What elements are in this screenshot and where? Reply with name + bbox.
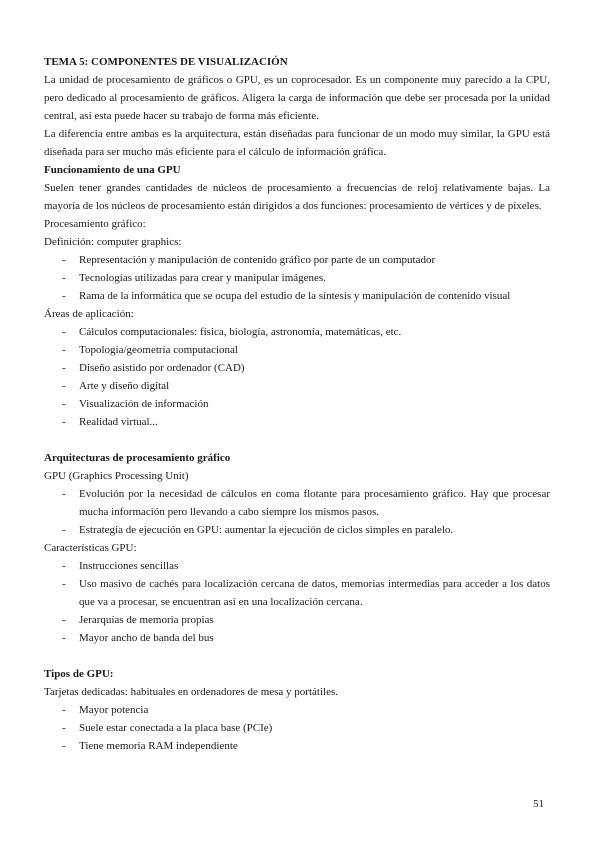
- areas-label: Áreas de aplicación:: [44, 308, 134, 320]
- list-item: - Uso masivo de cachés para localización cercana de datos, memorias intermedias para acceder a los datos que va a procesar, se encuentran así en una localización cercana.: [44, 575, 550, 611]
- intro-paragraph: La unidad de procesamiento de gráficos o GPU, es un coprocesador. Es un componente muy parecido a la CPU, pero dedicado al procesamiento de gráficos. Aligera la carga de información que debe ser procesada por la unidad central, así esta puede hacer su trabajo de forma más eficiente.: [44, 74, 550, 122]
- list-item: - Rama de la informática que se ocupa del estudio de la síntesis y manipulación de contenido visual: [44, 287, 550, 305]
- list-item: - Tiene memoria RAM independiente: [44, 737, 550, 755]
- list-item: - Tecnologías utilizadas para crear y manipular imágenes.: [44, 269, 550, 287]
- spacer: [44, 647, 550, 665]
- list-item: - Representación y manipulación de contenido gráfico por parte de un computador: [44, 251, 550, 269]
- document-page: [44, 53, 550, 755]
- list-item: - Instrucciones sencillas: [44, 557, 550, 575]
- section-heading-funcionamiento: Funcionamiento de una GPU: [44, 164, 181, 176]
- list-item: - Arte y diseño digital: [44, 377, 550, 395]
- gpu-list: [44, 485, 550, 539]
- procesamiento-label: Procesamiento gráfico:: [44, 218, 146, 230]
- list-item: - Diseño asistido por ordenador (CAD): [44, 359, 550, 377]
- list-item: - Cálculos computacionales: física, biología, astronomía, matemáticas, etc.: [44, 323, 550, 341]
- intro-paragraph: La diferencia entre ambas es la arquitectura, están diseñadas para funcionar de un modo muy similar, la GPU está diseñada para ser mucho más eficiente para el cálculo de información gráfica.: [44, 128, 550, 158]
- list-item: - Evolución por la necesidad de cálculos en coma flotante para procesamiento gráfico. Hay que procesar mucha información pero llevando a cabo siempre los mismos pasos.: [44, 485, 550, 521]
- definicion-label: Definición: computer graphics:: [44, 236, 182, 248]
- areas-list: [44, 323, 550, 431]
- list-item: - Suele estar conectada a la placa base (PCIe): [44, 719, 550, 737]
- dedicadas-label: Tarjetas dedicadas: habituales en ordenadores de mesa y portátiles.: [44, 686, 338, 698]
- funcionamiento-paragraph: Suelen tener grandes cantidades de núcleos de procesamiento a frecuencias de reloj relativamente bajas. La mayoría de los núcleos de procesamiento están dirigidos a dos funciones: procesamiento de vértices y de píxeles.: [44, 182, 550, 212]
- caracteristicas-label: Características GPU:: [44, 542, 137, 554]
- list-item: - Jerarquías de memoria propias: [44, 611, 550, 629]
- section-heading-tipos: Tipos de GPU:: [44, 668, 114, 680]
- definicion-list: [44, 251, 550, 305]
- gpu-label: GPU (Graphics Processing Unit): [44, 470, 189, 482]
- list-item: - Estrategia de ejecución en GPU: aumentar la ejecución de ciclos simples en paralelo.: [44, 521, 550, 539]
- list-item: - Topología/geometría computacional: [44, 341, 550, 359]
- list-item: - Visualización de información: [44, 395, 550, 413]
- page-title: TEMA 5: COMPONENTES DE VISUALIZACIÓN: [44, 56, 288, 68]
- caracteristicas-list: [44, 557, 550, 647]
- spacer: [44, 431, 550, 449]
- list-item: - Mayor potencia: [44, 701, 550, 719]
- dedicadas-list: [44, 701, 550, 755]
- page-number: 51: [533, 798, 544, 810]
- list-item: - Mayor ancho de banda del bus: [44, 629, 550, 647]
- section-heading-arquitecturas: Arquitecturas de procesamiento gráfico: [44, 452, 231, 464]
- list-item: - Realidad virtual...: [44, 413, 550, 431]
